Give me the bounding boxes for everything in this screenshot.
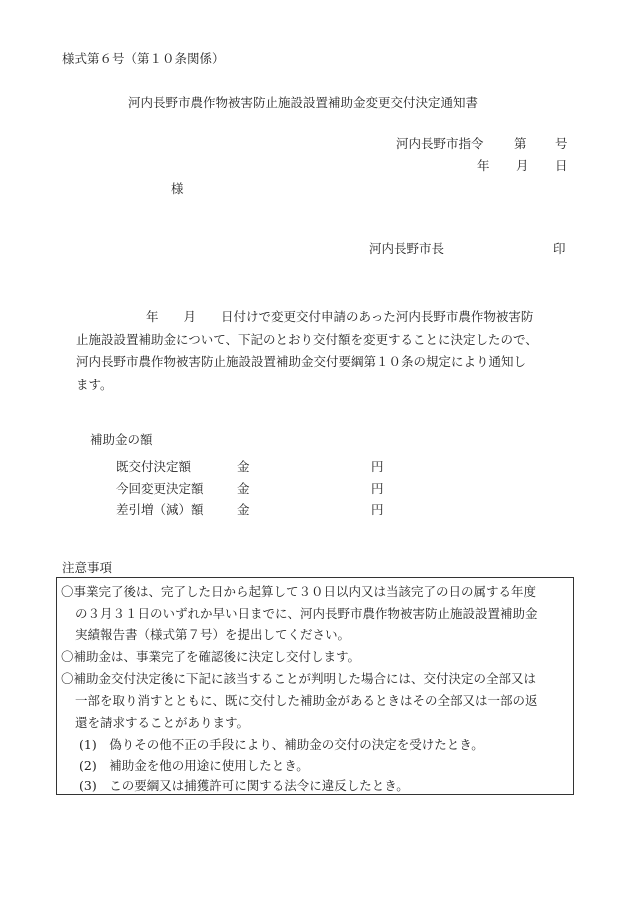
body-line: 年 月 日付けで変更交付申請のあった河内長野市農作物被害防 <box>146 309 534 324</box>
amount-yen: 円 <box>371 459 384 474</box>
notification-body <box>76 306 576 396</box>
amounts-heading: 補助金の額 <box>90 432 153 447</box>
form-number: 様式第６号（第１０条関係） <box>62 51 225 66</box>
document-title: 河内長野市農作物被害防止施設設置補助金変更交付決定通知書 <box>128 95 479 110</box>
date-month: 月 <box>516 158 529 173</box>
mayor-title: 河内長野市長 <box>369 241 445 256</box>
amount-row <box>0 457 630 474</box>
note-line: の３月３１日のいずれか早い日までに、河内長野市農作物被害防止施設設置補助金 <box>75 606 538 621</box>
amount-label: 差引増（減）額 <box>116 502 204 517</box>
date-day: 日 <box>555 158 568 173</box>
reference-number-go: 号 <box>555 136 568 151</box>
note-line: (2) 補助金を他の用途に使用したとき。 <box>79 758 309 773</box>
amount-yen: 円 <box>371 481 384 496</box>
body-line: 河内長野市農作物被害防止施設設置補助金交付要綱第１０条の規定により通知し <box>76 354 527 369</box>
amount-row <box>0 479 630 496</box>
amount-label: 既交付決定額 <box>116 459 192 474</box>
note-line: 還を請求することがあります。 <box>75 715 250 730</box>
notes-box <box>56 577 574 795</box>
reference-number-dai: 第 <box>514 136 527 151</box>
body-line: ます。 <box>76 376 113 392</box>
date-year: 年 <box>477 158 490 173</box>
recipient-suffix: 様 <box>171 181 184 196</box>
amount-label: 今回変更決定額 <box>116 481 204 496</box>
issuer-reference: 河内長野市指令 <box>396 136 484 151</box>
note-line: 〇補助金交付決定後に下記に該当することが判明した場合には、交付決定の全部又は <box>61 671 537 686</box>
note-line: (3) この要綱又は捕獲許可に関する法令に違反したとき。 <box>79 778 409 793</box>
amount-yen: 円 <box>371 502 384 517</box>
notes-heading: 注意事項 <box>62 560 113 575</box>
note-line: (1) 偽りその他不正の手段により、補助金の交付の決定を受けたとき。 <box>79 737 484 752</box>
amount-kin: 金 <box>237 502 250 517</box>
seal-mark: 印 <box>553 241 566 256</box>
amount-kin: 金 <box>237 481 250 496</box>
note-line: 一部を取り消すとともに、既に交付した補助金があるときはその全部又は一部の返 <box>75 693 538 708</box>
amount-kin: 金 <box>237 459 250 474</box>
body-line: 止施設設置補助金について、下記のとおり交付額を変更することに決定したので、 <box>76 331 538 347</box>
note-line: 〇事業完了後は、完了した日から起算して３０日以内又は当該完了の日の属する年度 <box>61 584 537 599</box>
note-line: 〇補助金は、事業完了を確認後に決定し交付します。 <box>61 649 361 664</box>
amount-row <box>0 500 630 517</box>
note-line: 実績報告書（様式第７号）を提出してください。 <box>75 627 351 642</box>
